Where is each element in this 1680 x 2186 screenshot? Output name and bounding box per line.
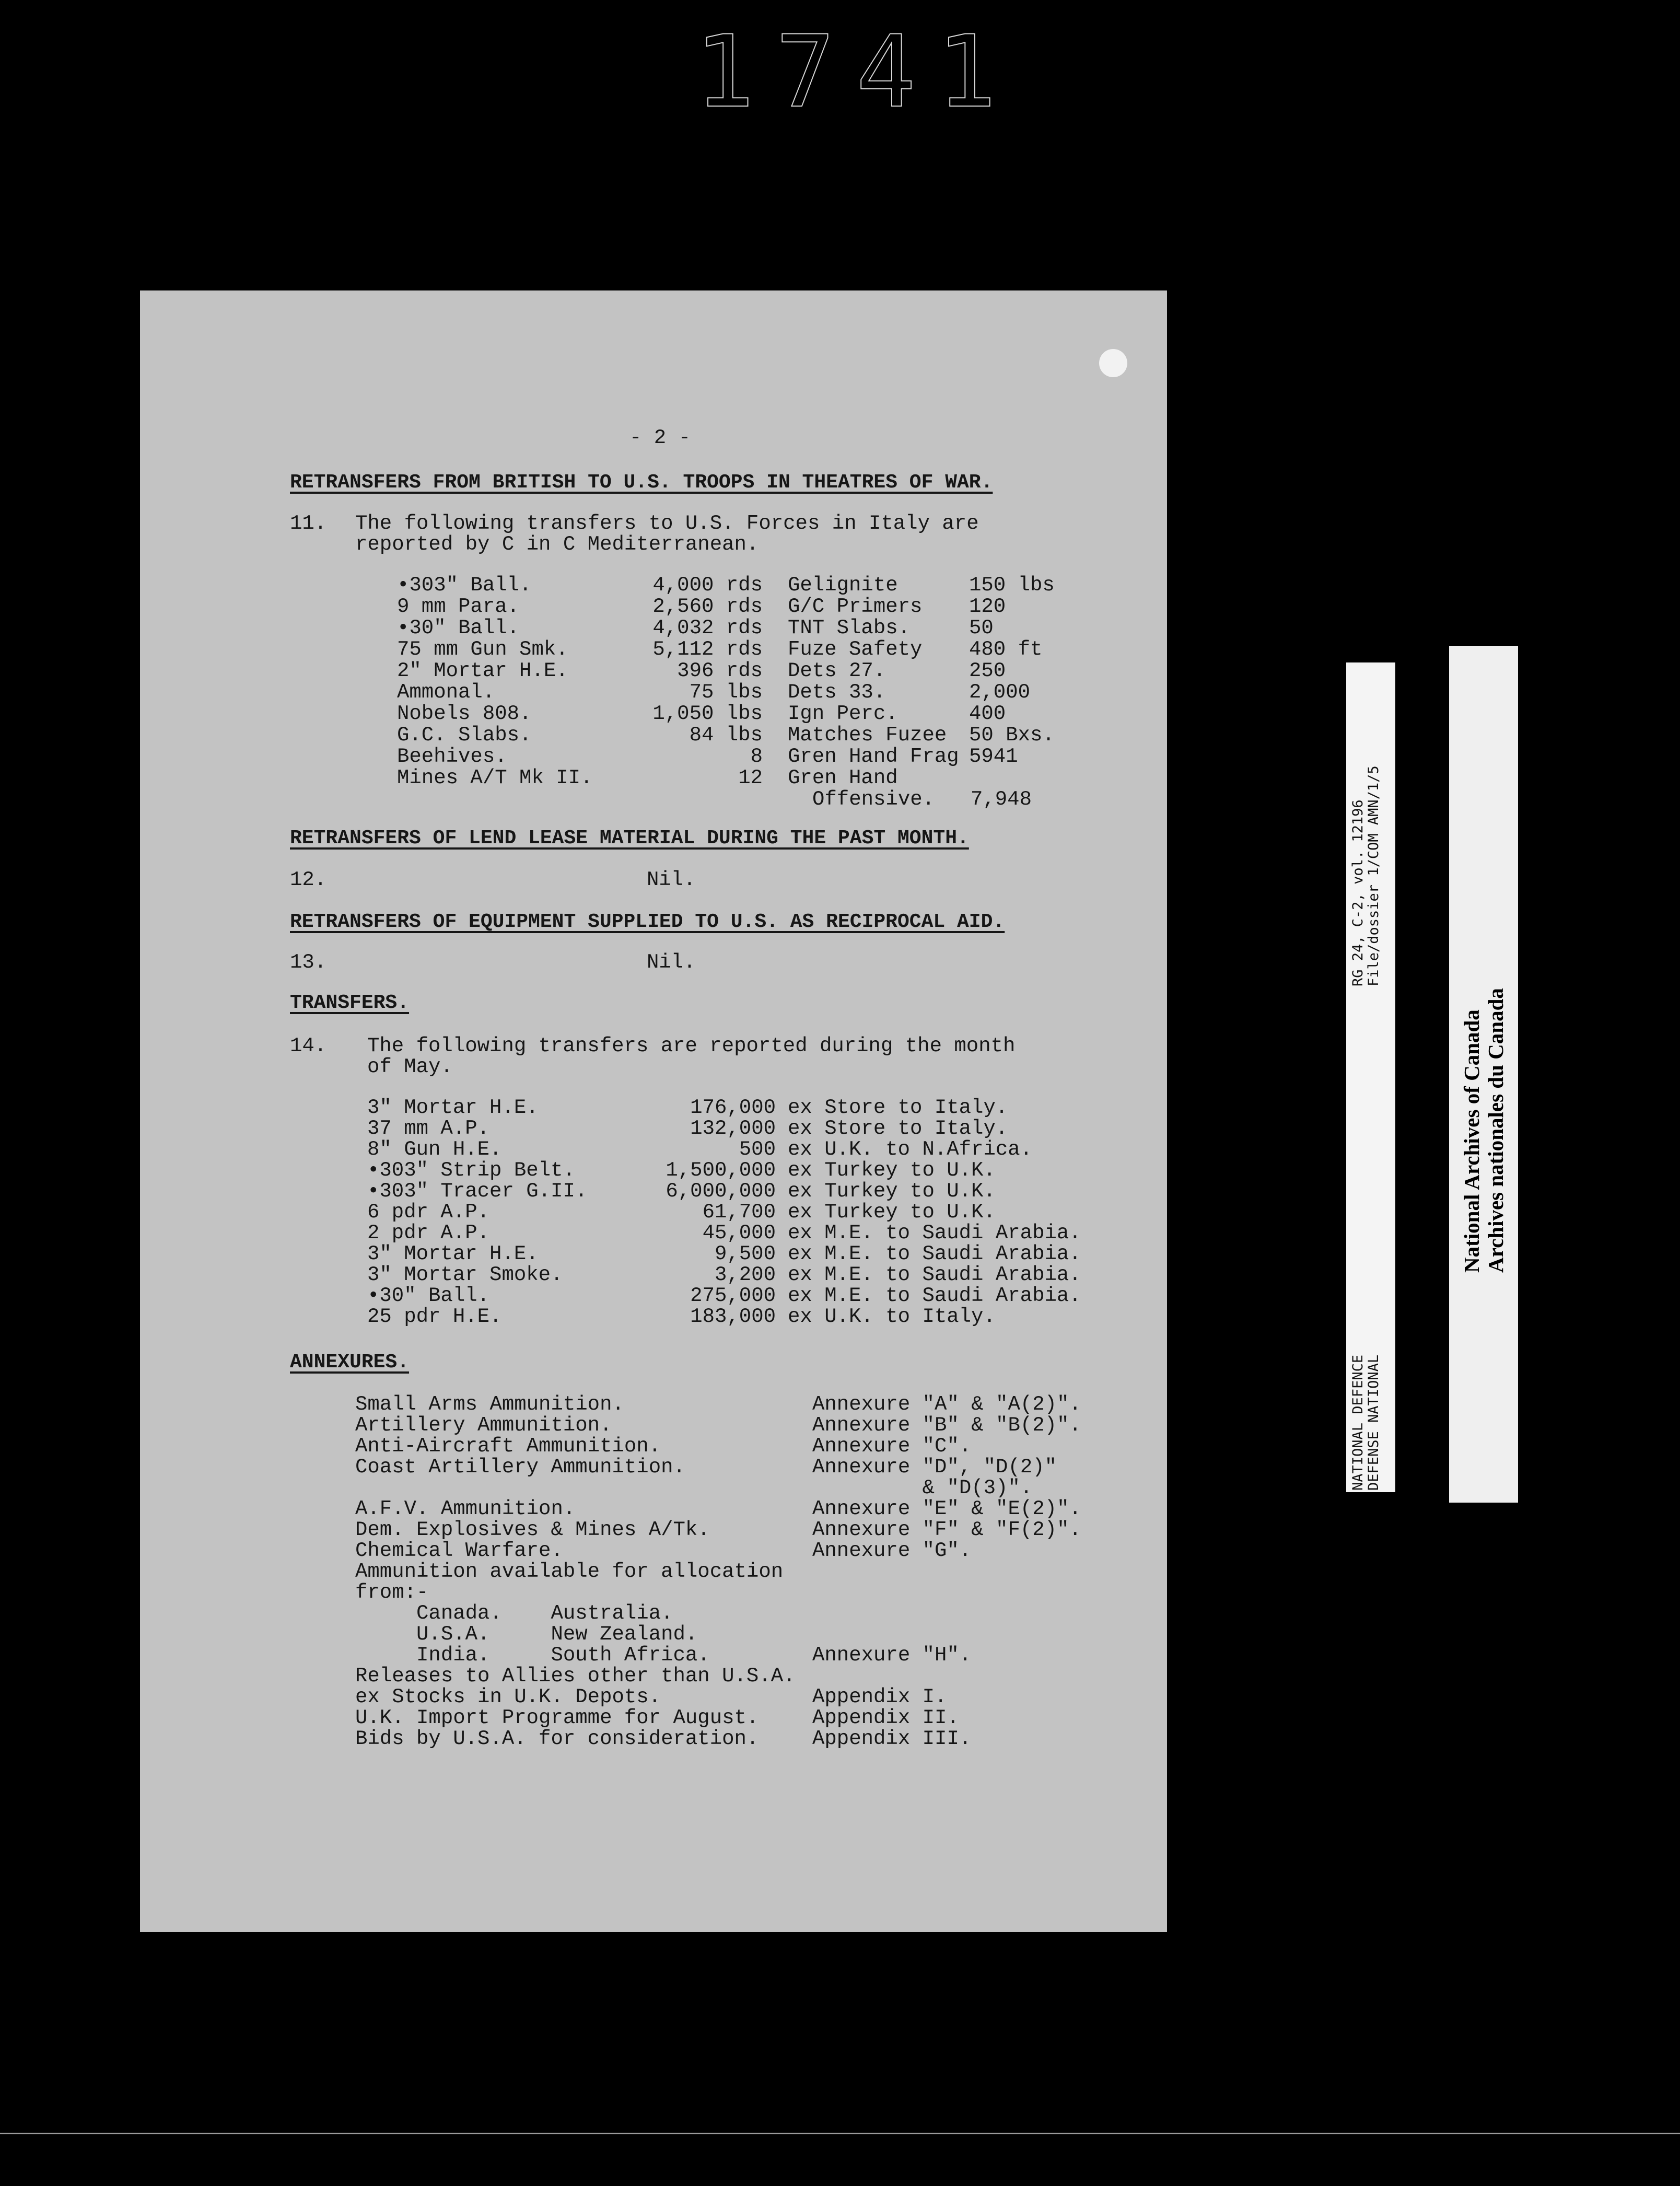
paragraph-number: 14. bbox=[290, 1034, 327, 1057]
page-number: - 2 - bbox=[629, 426, 691, 449]
item-route: ex Turkey to U.K. bbox=[788, 1180, 996, 1203]
paragraph-text: of May. bbox=[367, 1055, 453, 1078]
item-qty: 5941 bbox=[969, 745, 1018, 768]
item-name: •303" Strip Belt. bbox=[367, 1159, 575, 1182]
item-name: G.C. Slabs. bbox=[397, 724, 532, 747]
item-route: ex M.E. to Saudi Arabia. bbox=[788, 1263, 1081, 1286]
nil-value: Nil. bbox=[647, 868, 696, 891]
item-qty: 176,000 bbox=[690, 1096, 776, 1119]
paragraph-number: 12. bbox=[290, 868, 327, 891]
item-qty: 2,560 rds bbox=[652, 595, 763, 618]
item-name: Gren Hand bbox=[788, 766, 898, 789]
frame-number: 1741 bbox=[695, 14, 1018, 130]
item-name: Ammonal. bbox=[397, 681, 495, 704]
item-route: ex Turkey to U.K. bbox=[788, 1159, 996, 1182]
item-route: ex U.K. to N.Africa. bbox=[788, 1138, 1033, 1161]
annexure-subject: Small Arms Ammunition. bbox=[355, 1393, 624, 1416]
annexure-reference: Annexure "H". bbox=[812, 1644, 972, 1667]
paragraph-number: 11. bbox=[290, 512, 327, 535]
archive-label-reference bbox=[1346, 662, 1395, 1492]
paragraph-number: 13. bbox=[290, 951, 327, 974]
item-name: •30" Ball. bbox=[397, 617, 520, 639]
archive-label-institution bbox=[1449, 646, 1518, 1503]
annexure-subject: A.F.V. Ammunition. bbox=[355, 1497, 576, 1520]
section-heading-reciprocal-aid: RETRANSFERS OF EQUIPMENT SUPPLIED TO U.S. AS RECIPROCAL AID. bbox=[290, 911, 1005, 933]
item-qty: 1,500,000 bbox=[666, 1159, 776, 1182]
item-name: Gelignite bbox=[788, 574, 898, 597]
annexure-subject: ex Stocks in U.K. Depots. bbox=[355, 1685, 661, 1708]
item-qty: 6,000,000 bbox=[666, 1180, 776, 1203]
item-name: 3" Mortar H.E. bbox=[367, 1096, 539, 1119]
annexure-reference: & "D(3)". bbox=[812, 1476, 1033, 1499]
item-route: ex M.E. to Saudi Arabia. bbox=[788, 1222, 1081, 1245]
item-name: 3" Mortar Smoke. bbox=[367, 1263, 563, 1286]
item-qty: 75 lbs bbox=[689, 681, 763, 704]
item-name: Gren Hand Frag bbox=[788, 745, 959, 768]
annexure-subject: Canada. Australia. bbox=[355, 1602, 673, 1625]
annexure-reference: Annexure "F" & "F(2)". bbox=[812, 1518, 1081, 1541]
item-name: TNT Slabs. bbox=[788, 617, 911, 639]
annexure-subject: Releases to Allies other than U.S.A. bbox=[355, 1665, 796, 1688]
annexure-subject: from:- bbox=[355, 1581, 429, 1604]
item-name: 3" Mortar H.E. bbox=[367, 1242, 539, 1265]
item-qty: 61,700 bbox=[702, 1201, 776, 1224]
section-heading-transfers: TRANSFERS. bbox=[290, 992, 410, 1014]
item-name: •303" Tracer G.II. bbox=[367, 1180, 588, 1203]
annexure-reference: Appendix II. bbox=[812, 1706, 959, 1729]
item-name: 37 mm A.P. bbox=[367, 1117, 490, 1140]
item-name: 8" Gun H.E. bbox=[367, 1138, 502, 1161]
item-name: Beehives. bbox=[397, 745, 507, 768]
bottom-rule bbox=[0, 2133, 1680, 2134]
annexure-subject: Ammunition available for allocation bbox=[355, 1560, 784, 1583]
item-name: G/C Primers bbox=[788, 595, 923, 618]
item-name: Dets 27. bbox=[788, 659, 886, 682]
section-heading-annexures: ANNEXURES. bbox=[290, 1351, 410, 1374]
annexure-subject: U.K. Import Programme for August. bbox=[355, 1706, 759, 1729]
item-name: 75 mm Gun Smk. bbox=[397, 638, 568, 661]
item-qty: 45,000 bbox=[702, 1222, 776, 1245]
item-name: 25 pdr H.E. bbox=[367, 1305, 502, 1328]
item-qty: 500 bbox=[739, 1138, 776, 1161]
annexure-subject: Artillery Ammunition. bbox=[355, 1414, 612, 1437]
item-name: Mines A/T Mk II. bbox=[397, 766, 593, 789]
item-qty: 5,112 rds bbox=[652, 638, 763, 661]
annexure-reference: Appendix I. bbox=[812, 1685, 947, 1708]
item-name: Ign Perc. bbox=[788, 702, 898, 725]
annexure-subject: Dem. Explosives & Mines A/Tk. bbox=[355, 1518, 710, 1541]
item-name: Dets 33. bbox=[788, 681, 886, 704]
item-route: ex Store to Italy. bbox=[788, 1096, 1008, 1119]
label-line: DEFENSE NATIONAL bbox=[1366, 1354, 1382, 1491]
annexure-subject: U.S.A. New Zealand. bbox=[355, 1623, 698, 1646]
item-qty: 8 bbox=[750, 745, 763, 768]
item-qty: 396 rds bbox=[677, 659, 763, 682]
item-route: ex U.K. to Italy. bbox=[788, 1305, 996, 1328]
item-qty: 1,050 lbs bbox=[652, 702, 763, 725]
item-name: 6 pdr A.P. bbox=[367, 1201, 490, 1224]
item-route: ex M.E. to Saudi Arabia. bbox=[788, 1284, 1081, 1307]
section-heading-retransfers-british: RETRANSFERS FROM BRITISH TO U.S. TROOPS IN THEATRES OF WAR. bbox=[290, 471, 993, 494]
item-route: ex M.E. to Saudi Arabia. bbox=[788, 1242, 1081, 1265]
item-qty: 9,500 bbox=[714, 1242, 776, 1265]
item-name: •30" Ball. bbox=[367, 1284, 490, 1307]
nil-value: Nil. bbox=[647, 951, 696, 974]
annexure-reference: Annexure "D", "D(2)" bbox=[812, 1456, 1057, 1479]
item-qty: 2,000 bbox=[969, 681, 1031, 704]
label-line: Archives nationales du Canada bbox=[1484, 988, 1508, 1273]
item-name: Fuze Safety bbox=[788, 638, 923, 661]
item-qty: 400 bbox=[969, 702, 1006, 725]
paragraph-text: The following transfers to U.S. Forces in Italy are bbox=[355, 512, 979, 535]
annexure-subject: Bids by U.S.A. for consideration. bbox=[355, 1727, 759, 1750]
item-name: 2 pdr A.P. bbox=[367, 1222, 490, 1245]
item-qty: 4,032 rds bbox=[652, 617, 763, 639]
item-qty: 150 lbs bbox=[969, 574, 1055, 597]
paragraph-text: The following transfers are reported during the month bbox=[367, 1034, 1016, 1057]
item-name: Offensive. bbox=[812, 788, 935, 811]
item-name: 2" Mortar H.E. bbox=[397, 659, 568, 682]
label-line: File/dossier 1/COM AMN/1/5 bbox=[1366, 765, 1382, 986]
item-qty: 50 Bxs. bbox=[969, 724, 1055, 747]
item-route: ex Store to Italy. bbox=[788, 1117, 1008, 1140]
annexure-reference: Annexure "B" & "B(2)". bbox=[812, 1414, 1081, 1437]
annexure-reference: Appendix III. bbox=[812, 1727, 972, 1750]
annexure-reference: Annexure "A" & "A(2)". bbox=[812, 1393, 1081, 1416]
item-name: •303" Ball. bbox=[397, 574, 532, 597]
item-name: Matches Fuzee bbox=[788, 724, 947, 747]
item-qty: 50 bbox=[969, 617, 994, 639]
item-qty: 3,200 bbox=[714, 1263, 776, 1286]
item-qty: 12 bbox=[738, 766, 763, 789]
item-route: ex Turkey to U.K. bbox=[788, 1201, 996, 1224]
annexure-subject: Coast Artillery Ammunition. bbox=[355, 1456, 685, 1479]
label-line: RG 24, C-2, vol. 12196 bbox=[1350, 799, 1366, 986]
annexure-subject: Chemical Warfare. bbox=[355, 1539, 563, 1562]
label-line: National Archives of Canada bbox=[1460, 1009, 1484, 1273]
punch-hole bbox=[1099, 349, 1127, 377]
label-line: NATIONAL DEFENCE bbox=[1350, 1354, 1366, 1491]
annexure-subject: India. South Africa. bbox=[355, 1644, 710, 1667]
item-qty: 120 bbox=[969, 595, 1006, 618]
annexure-reference: Annexure "E" & "E(2)". bbox=[812, 1497, 1081, 1520]
item-qty: 4,000 rds bbox=[652, 574, 763, 597]
annexure-subject: Anti-Aircraft Ammunition. bbox=[355, 1435, 661, 1458]
annexure-reference: Annexure "G". bbox=[812, 1539, 972, 1562]
item-qty: 132,000 bbox=[690, 1117, 776, 1140]
item-name: Nobels 808. bbox=[397, 702, 532, 725]
section-heading-lend-lease: RETRANSFERS OF LEND LEASE MATERIAL DURING THE PAST MONTH. bbox=[290, 827, 969, 850]
item-qty: 7,948 bbox=[970, 788, 1032, 811]
item-qty: 183,000 bbox=[690, 1305, 776, 1328]
annexure-reference: Annexure "C". bbox=[812, 1435, 972, 1458]
paragraph-text: reported by C in C Mediterranean. bbox=[355, 533, 759, 556]
item-name: 9 mm Para. bbox=[397, 595, 520, 618]
item-qty: 84 lbs bbox=[689, 724, 763, 747]
item-qty: 480 ft bbox=[969, 638, 1043, 661]
item-qty: 250 bbox=[969, 659, 1006, 682]
item-qty: 275,000 bbox=[690, 1284, 776, 1307]
